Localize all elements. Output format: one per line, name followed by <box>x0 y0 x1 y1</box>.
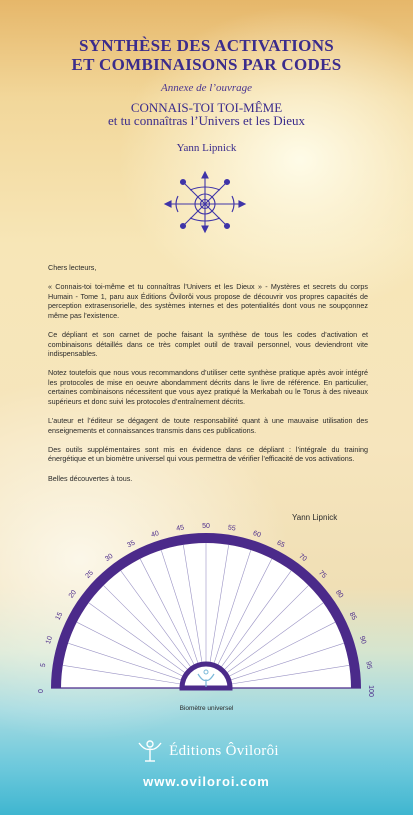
book-title <box>0 101 413 127</box>
biometer-scale-label: 90 <box>357 635 367 645</box>
letter-body <box>48 263 368 493</box>
biometer-scale-label: 5 <box>39 662 48 668</box>
biometer-scale-label: 85 <box>347 611 358 622</box>
biometer-scale-label: 40 <box>150 530 160 540</box>
biometer-gauge <box>36 523 376 713</box>
letter-greeting: Chers lecteurs, <box>48 263 97 272</box>
title-line-2: ET COMBINAISONS PAR CODES <box>71 55 342 74</box>
author-name: Yann Lipnick <box>176 142 237 154</box>
letter-closing: Belles découvertes à tous. <box>48 473 133 483</box>
biometer-scale-label: 15 <box>54 611 65 622</box>
website-url[interactable]: www.oviloroi.com <box>143 774 270 789</box>
biometer-scale-label: 50 <box>202 523 210 530</box>
letter-paragraph: Ce dépliant et son carnet de poche faisant la synthèse de tous les codes d’activation et combinaisons détaillés dans ce très complet outil de travail personnel, vous deviendront vite indispensables. <box>48 329 368 359</box>
biometer-scale-label: 70 <box>297 552 308 564</box>
book-title-line-2: et tu connaîtras l’Univers et les Dieux <box>107 113 306 128</box>
book-title-line-1: CONNAIS-TOI TOI-MÊME <box>130 100 283 115</box>
publisher-brand <box>108 738 308 764</box>
biometer-scale-label: 0 <box>38 689 45 693</box>
biometer-scale-label: 75 <box>317 569 328 580</box>
biometer-scale-label: 100 <box>367 685 374 697</box>
annexe-subtitle: Annexe de l’ouvrage <box>160 82 252 94</box>
letter-paragraph: Notez toutefois que nous vous recommandons d’utiliser cette synthèse pratique après avoir intégré les protocoles de mise en oeuvre abondamment décrits dans le livre de référence. En particulier, certaines combinaisons nécessitent que vous ayez pratiqué la Merkabah ou le Torus à des niveaux supérieurs et donc suivi les protocoles d’entraînement décrits. <box>48 368 368 407</box>
biometer-caption: Biomètre universel <box>179 705 234 712</box>
biometer-scale-label: 25 <box>84 569 95 580</box>
biometer-scale-label: 35 <box>126 539 137 550</box>
letter-signature: Yann Lipnick <box>292 513 338 522</box>
biometer-scale-label: 95 <box>364 660 373 670</box>
title-line-1: SYNTHÈSE DES ACTIVATIONS <box>78 36 335 55</box>
letter-paragraph: Des outils supplémentaires sont mis en évidence dans ce dépliant : l’intégrale du training énergétique et un biomètre universel qui vous permettra de vérifier l’efficacité de vos activations. <box>48 444 368 464</box>
radiant-star-symbol-icon <box>150 170 260 232</box>
biometer-scale-label: 80 <box>333 589 345 600</box>
biometer-scale-label: 45 <box>175 524 185 533</box>
document-title <box>0 36 413 74</box>
biometer-scale-label: 60 <box>252 530 262 540</box>
biometer-scale-label: 65 <box>275 539 286 550</box>
biometer-scale-label: 30 <box>104 552 115 564</box>
letter-paragraph: « Connais-toi toi-même et tu connaîtras l’Univers et les Dieux » - Mystères et secrets du corps Humain - Tome 1, paru aux Éditions Ôvilorôi vous propose de découvrir vos propres capacités de perception extrasensorielle, des systèmes internes et des potentialités dont vous ne soupçonnez même pas l’existence. <box>48 282 368 320</box>
biometer-scale-label: 55 <box>227 524 237 533</box>
letter-paragraph: L’auteur et l’éditeur se dégagent de toute responsabilité quant à une mauvaise utilisation des enseignements et connaissances transmis dans ces publications. <box>48 416 368 435</box>
biometer-scale-label: 10 <box>45 635 55 645</box>
biometer-scale-label: 20 <box>67 589 79 600</box>
oviloroi-figure-logo-icon <box>137 739 163 763</box>
publisher-name: Éditions Ôvilorôi <box>169 742 279 759</box>
